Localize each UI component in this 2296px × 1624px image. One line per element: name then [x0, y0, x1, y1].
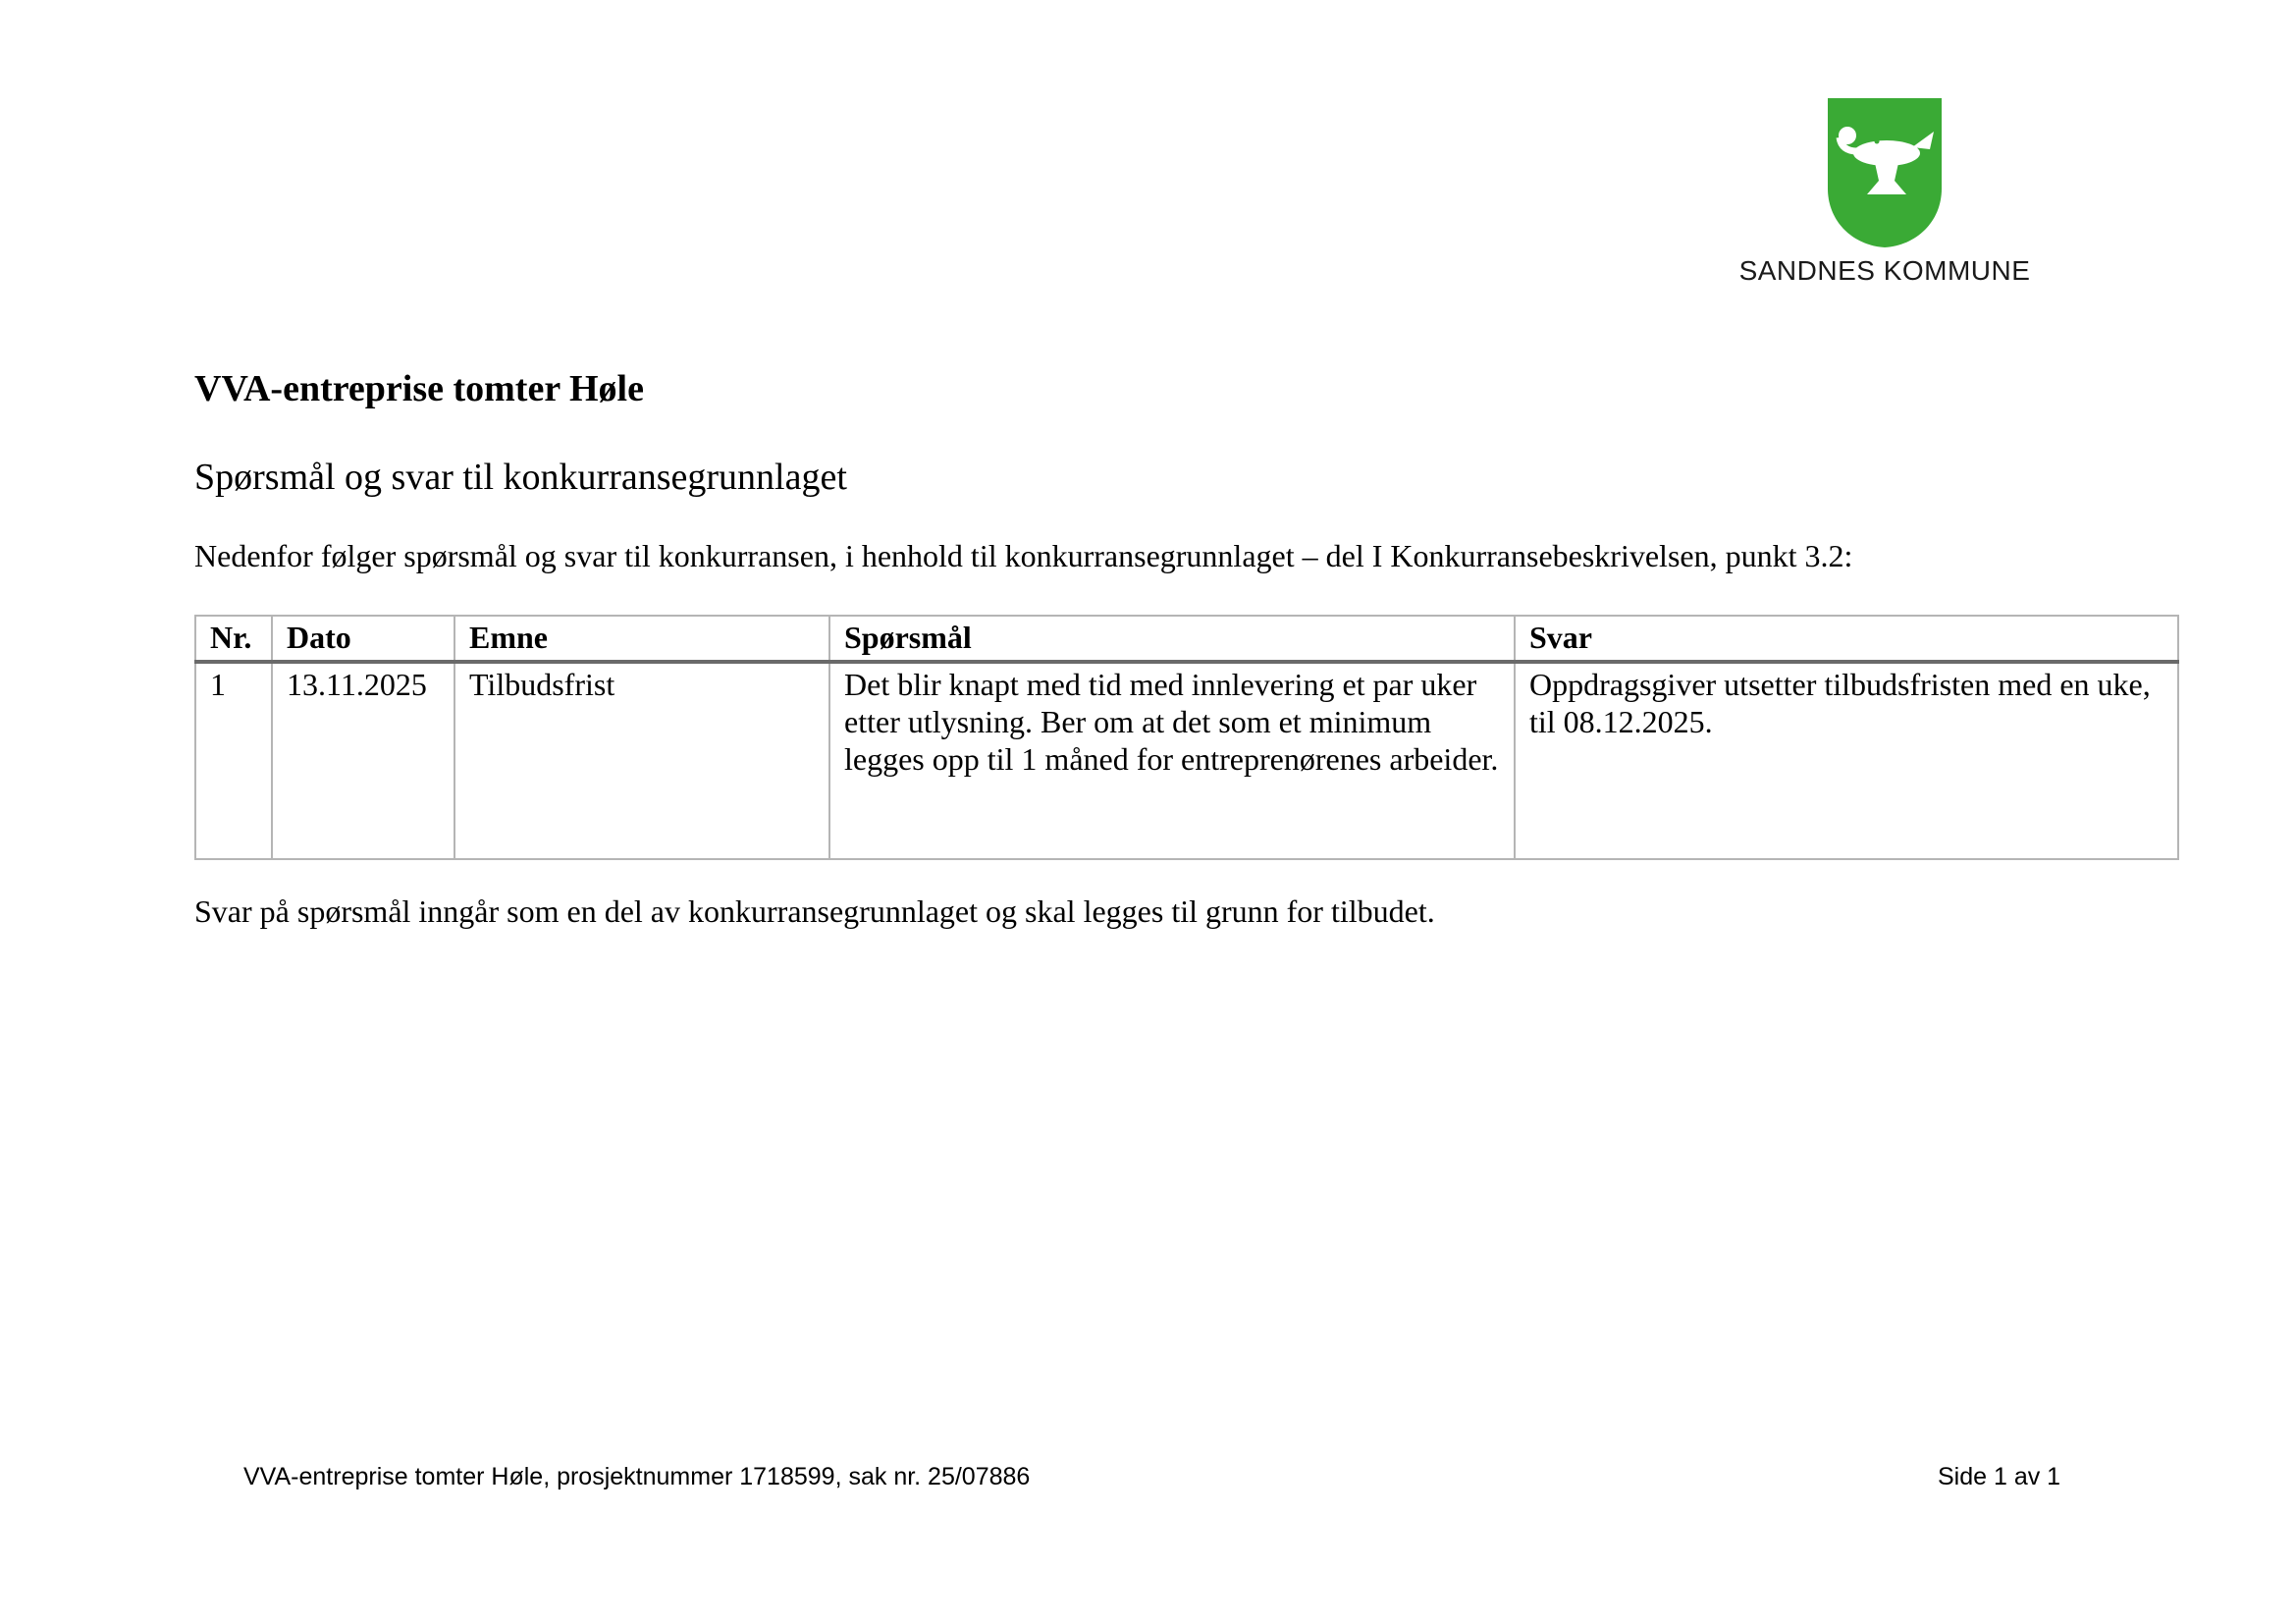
column-header-emne: Emne [454, 616, 829, 662]
questions-answers-table [194, 615, 2179, 860]
footer-page-number: Side 1 av 1 [1938, 1463, 2061, 1490]
sandnes-coat-of-arms-icon [1828, 98, 1942, 249]
column-header-nr: Nr. [195, 616, 272, 662]
cell-nr: 1 [195, 662, 272, 859]
table-row [195, 662, 2178, 859]
logo-wordmark: SANDNES KOMMUNE [1738, 255, 2031, 286]
document-title: VVA-entreprise tomter Høle [194, 368, 644, 409]
cell-sporsmal: Det blir knapt med tid med innlevering et par uker etter utlysning. Ber om at det som et minimum legges opp til 1 måned for entreprenørenes arbeider. [829, 662, 1515, 859]
sandnes-kommune-logo [1737, 94, 2032, 300]
document-subtitle: Spørsmål og svar til konkurransegrunnlaget [194, 457, 847, 498]
cell-emne: Tilbudsfrist [454, 662, 829, 859]
closing-paragraph: Svar på spørsmål inngår som en del av konkurransegrunnlaget og skal legges til grunn for tilbudet. [194, 893, 1435, 929]
footer-project-info: VVA-entreprise tomter Høle, prosjektnummer 1718599, sak nr. 25/07886 [243, 1463, 1031, 1490]
cell-dato: 13.11.2025 [272, 662, 454, 859]
table-header-row [195, 616, 2178, 662]
column-header-svar: Svar [1515, 616, 2178, 662]
intro-paragraph: Nedenfor følger spørsmål og svar til konkurransen, i henhold til konkurransegrunnlaget – del I Konkurransebeskrivelsen, punkt 3.2: [194, 538, 1853, 573]
column-header-dato: Dato [272, 616, 454, 662]
column-header-sporsmal: Spørsmål [829, 616, 1515, 662]
cell-svar: Oppdragsgiver utsetter tilbudsfristen med en uke, til 08.12.2025. [1515, 662, 2178, 859]
